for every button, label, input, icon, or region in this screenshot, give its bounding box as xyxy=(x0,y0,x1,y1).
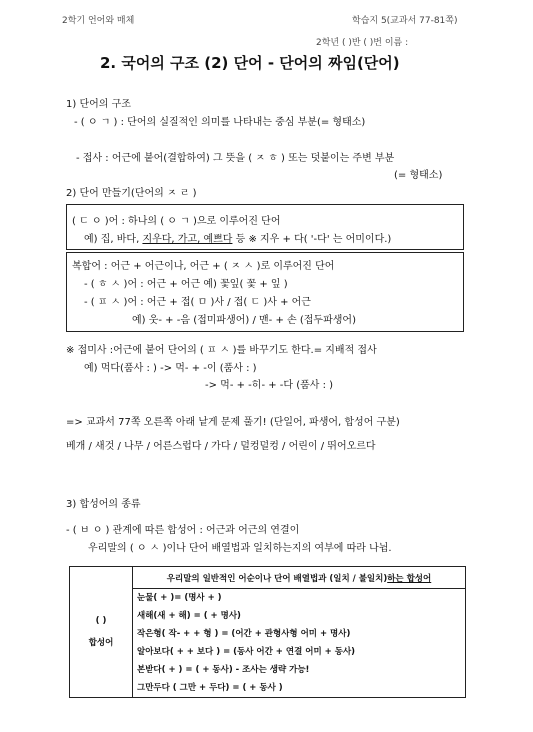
table-row: 알아보다( + + 보다 ) = (동사 어간 + 연결 어미 + 동사) xyxy=(133,643,466,661)
compound-types-table xyxy=(69,566,466,698)
compound-line4: 예) 웃- + -음 (접미파생어) / 맨- + 손 (접두파생어) xyxy=(132,315,356,326)
table-row: 새해(새 + 해) = ( + 명사) xyxy=(133,607,466,625)
simple-word-line1: ( ㄷ ㅇ )어 : 하나의 ( ㅇ ㄱ )으로 이루어진 단어 xyxy=(72,216,281,227)
student-info: 2학년 ( )반 ( )번 이름 : xyxy=(316,38,409,48)
simple-word-underlined: 지우다, 가고, 예쁘다 xyxy=(142,234,233,245)
table-row: 그만두다 ( 그만 + 두다) = ( + 동사 ) xyxy=(133,679,466,698)
compound-line3: - ( ㅍ ㅅ )어 : 어근 + 접( ㅁ )사 / 접( ㄷ )사 + 어근 xyxy=(84,297,311,308)
section3-line1: - ( ㅂ ㅇ ) 관계에 따른 합성어 : 어근과 어근의 연결이 xyxy=(66,525,300,536)
page-title: 2. 국어의 구조 (2) 단어 - 단어의 짜임(단어) xyxy=(100,54,400,72)
simple-word-note: 등 ※ 지우 + 다( '-다' 는 어미이다.) xyxy=(232,234,392,245)
section1-line1: - ( ㅇ ㄱ ) : 단어의 실질적인 의미를 나타내는 중심 부분(= 형태소) xyxy=(74,117,366,128)
section1-line3: (= 형태소) xyxy=(394,170,443,181)
exercise-instruction: => 교과서 77쪽 오른쪽 아래 낱게 문제 풀기! (단일어, 파생어, 합성어 구분) xyxy=(66,417,400,428)
table-row: 본받다( + ) = ( + 동사) - 조사는 생략 가능! xyxy=(133,661,466,679)
simple-word-line2 xyxy=(84,230,391,245)
section1-heading: 1) 단어의 구조 xyxy=(66,99,131,110)
section3-line2: 우리말의 ( ㅇ ㅅ )이나 단어 배열법과 일치하는지의 여부에 따라 나뉨. xyxy=(88,543,392,554)
section1-line2: - 접사 : 어근에 붙어(결합하여) 그 뜻을 ( ㅈ ㅎ ) 또는 덧붙이는 주변 부분 xyxy=(76,153,395,164)
compound-line1: 복합어 : 어근 + 어근이나, 어근 + ( ㅈ ㅅ )로 이루어진 단어 xyxy=(72,261,335,272)
table-left-blank: ( ) xyxy=(95,616,107,626)
section2-heading: 2) 단어 만들기(단어의 ㅈ ㄹ ) xyxy=(66,188,197,199)
compound-line2: - ( ㅎ ㅅ )어 : 어근 + 어근 예) 꽃잎( 꽃 + 잎 ) xyxy=(84,279,288,290)
table-header-underlined: 하는 합성어 xyxy=(387,573,432,584)
table-left-label: 합성어 xyxy=(88,638,114,648)
suffix-note-line2: 예) 먹다(품사 : ) -> 먹- + -이 (품사 : ) xyxy=(84,363,257,374)
table-row: 작은형( 작- + + 형 ) = (어간 + 관형사형 어미 + 명사) xyxy=(133,625,466,643)
exercise-words: 베개 / 새것 / 나무 / 어른스럽다 / 가다 / 덜컹덜컹 / 어린이 / 뛰어오르다 xyxy=(66,441,376,452)
simple-word-example: 예) 집, 바다, xyxy=(84,234,143,245)
table-header xyxy=(133,567,466,589)
table-row: 눈물( + )= (명사 + ) xyxy=(133,589,466,608)
table-left-cell xyxy=(70,567,133,698)
suffix-note-line3: -> 먹- + -히- + -다 (품사 : ) xyxy=(205,380,334,391)
section3-heading: 3) 합성어의 종류 xyxy=(66,499,141,510)
worksheet-label: 학습지 5(교과서 77-81쪽) xyxy=(352,16,458,26)
course-label: 2학기 언어와 매체 xyxy=(62,16,135,26)
table-header-text: 우리말의 일반적인 어순이나 단어 배열법과 (일치 / 불일치) xyxy=(166,573,388,584)
suffix-note-line1: ※ 접미사 :어근에 붙어 단어의 ( ㅍ ㅅ )를 바꾸기도 한다.= 지배적 접사 xyxy=(66,345,377,356)
